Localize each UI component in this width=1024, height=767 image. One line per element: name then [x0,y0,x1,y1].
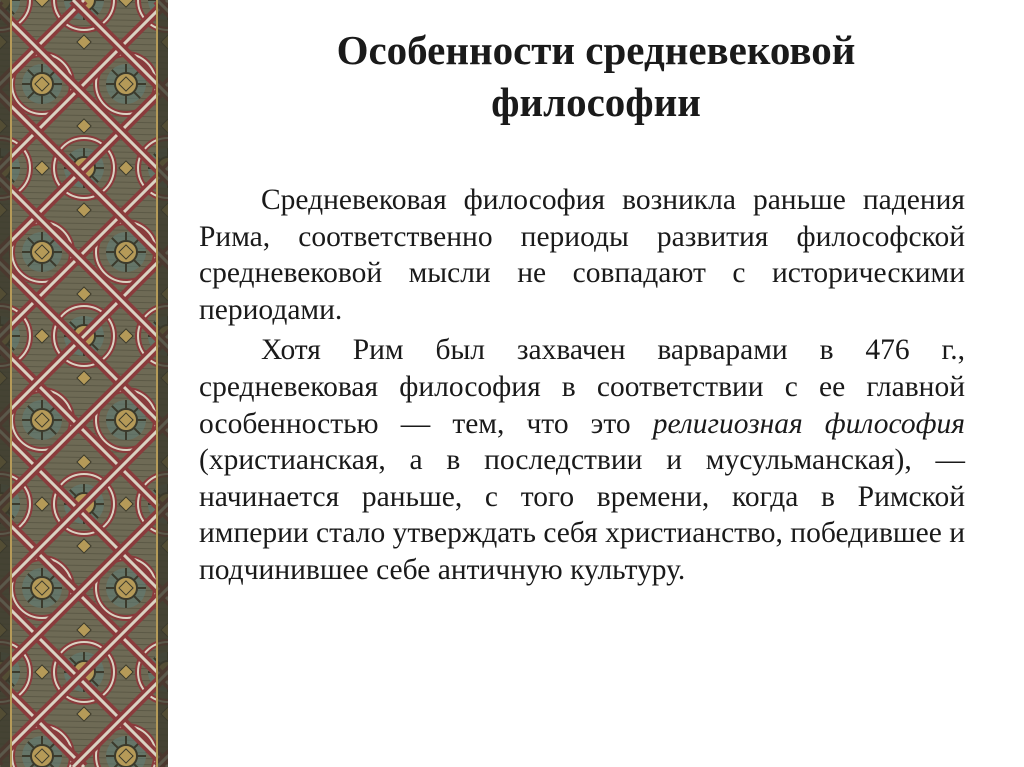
decorative-ornament-border [0,0,168,767]
paragraph-2-emphasis: религиозная философия [652,407,965,440]
slide-title-line-1: Особенности средневековой [336,27,856,73]
paragraph-2 [199,332,965,588]
slide-title-line-2: философии [491,79,701,125]
slide-title [168,24,1024,128]
slide-body [199,182,965,593]
slide-content [168,0,1024,767]
ornament-pattern [0,0,168,767]
paragraph-2-text-end: (христианская, а в последствии и мусульманская), — начинается раньше, с того времени, когда в Римской империи стало утверждать себя христианство, победившее и подчинившее себе античную культуру. [199,444,965,586]
paragraph-2-text-start: Хотя Рим был захвачен варварами в 476 г., средневековая философия в соответствии с ее главной особенностью — тем, что это [199,334,965,440]
paragraph-1: Средневековая философия возникла раньше падения Рима, соответственно периоды развития философской средневековой мысли не совпадают с историческими периодами. [199,184,965,326]
